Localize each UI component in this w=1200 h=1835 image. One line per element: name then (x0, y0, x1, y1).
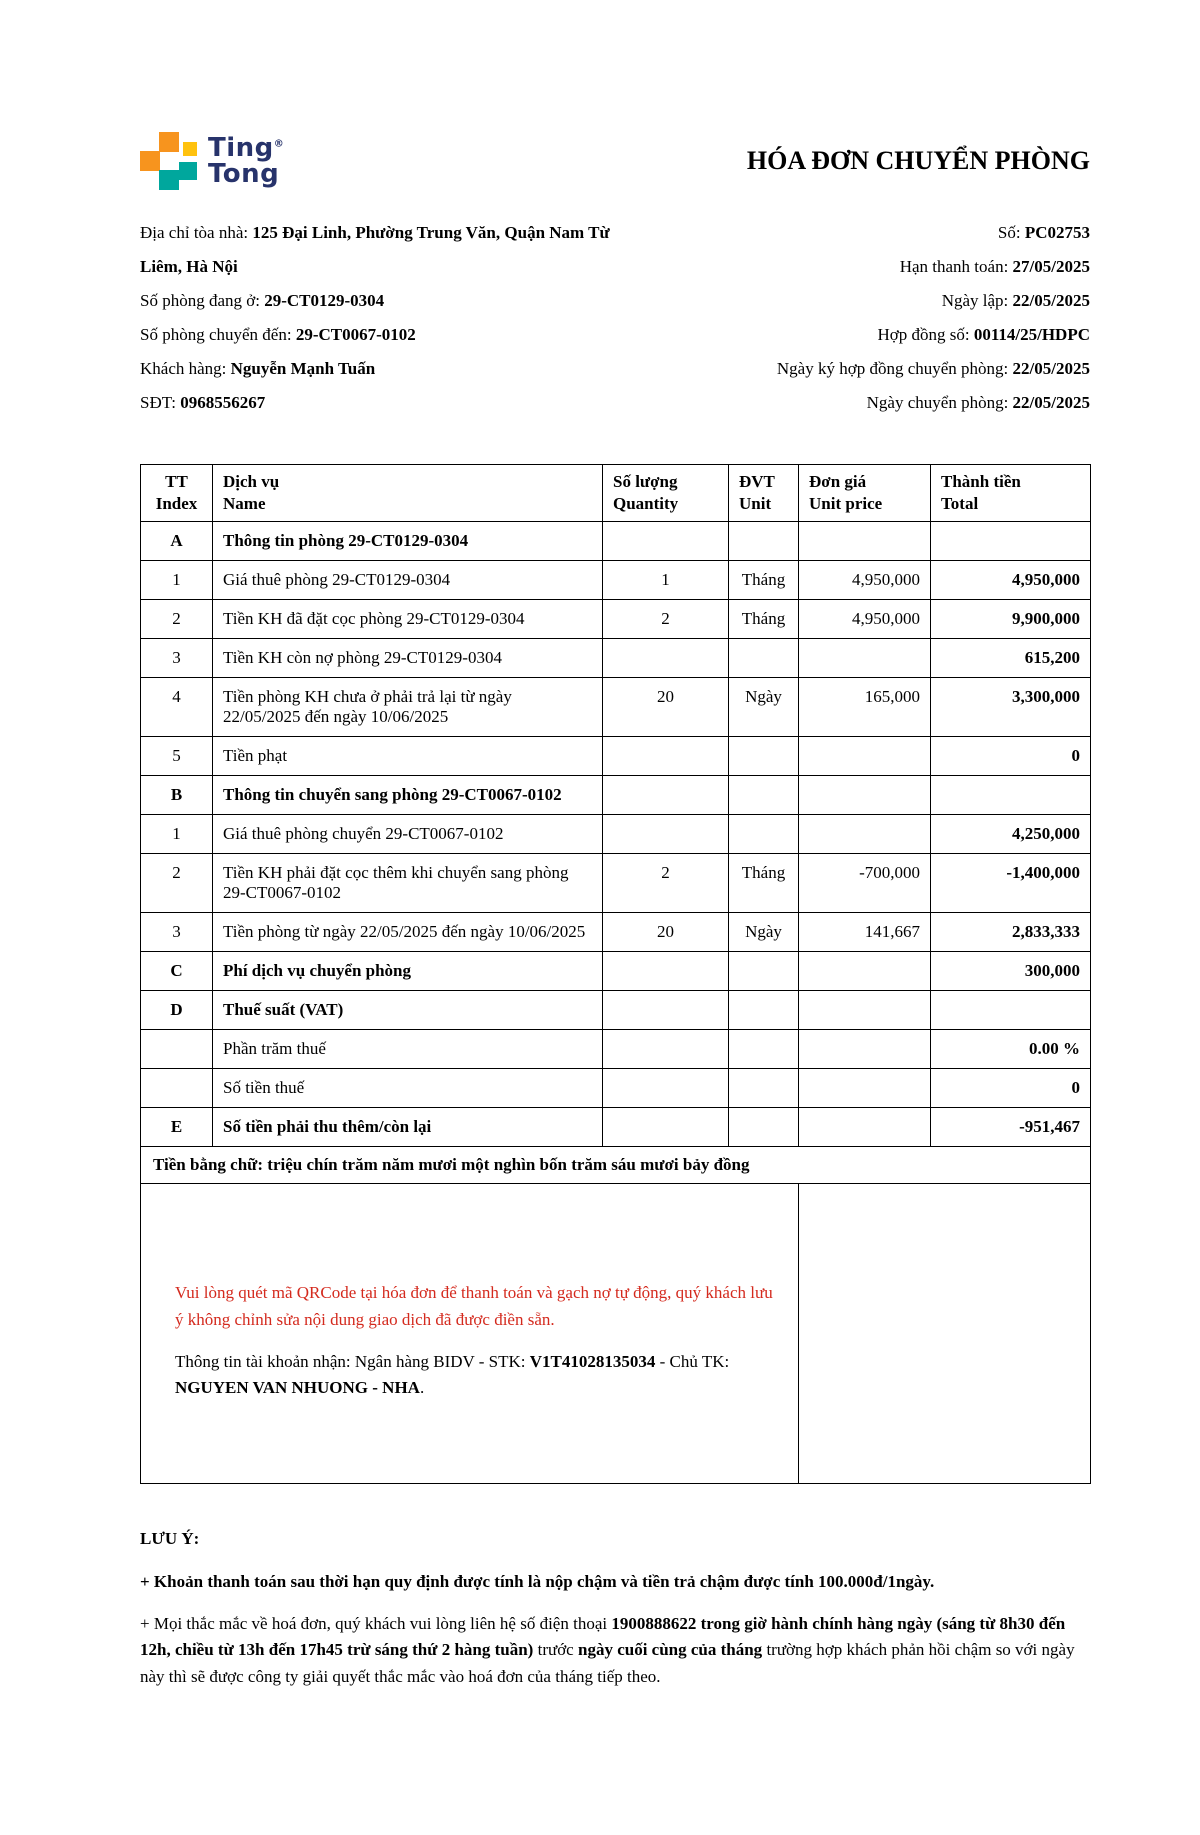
logo-square-teal-right (179, 162, 197, 180)
cell-tt: 2 (141, 600, 213, 639)
account-segment-5: . (419, 1378, 425, 1398)
cell-price (799, 815, 931, 854)
invoice-table-footer (141, 1147, 1091, 1484)
cell-total (931, 522, 1091, 561)
info-left-line-5 (140, 386, 645, 420)
info-left-line-4 (140, 352, 645, 386)
cell-unit (729, 522, 799, 561)
info-left-line-3 (140, 318, 645, 352)
note-contact-segment-1: + Mọi thắc mắc về hoá đơn, quý khách vui lòng liên hệ số điện thoại (140, 1613, 612, 1633)
cell-name: Tiền phòng KH chưa ở phải trả lại từ ngày 22/05/2025 đến ngày 10/06/2025 (213, 678, 603, 737)
account-segment-3: - Chủ TK: (655, 1351, 730, 1371)
cell-tt: 1 (141, 815, 213, 854)
account-info-text (175, 1349, 774, 1402)
qr-warning-text: Vui lòng quét mã QRCode tại hóa đơn để thanh toán và gạch nợ tự động, quý khách lưu ý không chỉnh sửa nội dung giao dịch đã được điền sẵn. (175, 1283, 773, 1329)
cell-total: -1,400,000 (931, 854, 1091, 913)
cell-total: 2,833,333 (931, 913, 1091, 952)
amount-in-words-text: triệu chín trăm năm mươi một nghìn bốn trăm sáu mươi bảy đồng (267, 1155, 750, 1175)
account-segment-2: V1T41028135034 (529, 1351, 656, 1371)
info-left-line-label: Số phòng chuyển đến: (140, 325, 296, 344)
info-left-line-label: Số phòng đang ở: (140, 291, 265, 310)
cell-name: Phí dịch vụ chuyển phòng (213, 952, 603, 991)
cell-qty (603, 815, 729, 854)
cell-qty (603, 522, 729, 561)
cell-qty: 2 (603, 600, 729, 639)
invoice-info (140, 216, 1090, 420)
notes-section (140, 1526, 1090, 1690)
invoice-table (140, 464, 1091, 1484)
account-segment-4: NGUYEN VAN NHUONG - NHA (175, 1378, 420, 1398)
cell-total: 4,250,000 (931, 815, 1091, 854)
info-right-line-label: Ngày ký hợp đồng chuyển phòng: (776, 359, 1013, 378)
cell-unit (729, 991, 799, 1030)
table-row-15 (141, 1108, 1091, 1147)
cell-qty (603, 991, 729, 1030)
cell-total: 615,200 (931, 639, 1091, 678)
cell-price (799, 737, 931, 776)
note-late-payment: + Khoản thanh toán sau thời hạn quy định được tính là nộp chậm và tiền trả chậm được tính 100.000đ/1ngày. (140, 1571, 935, 1591)
cell-qty (603, 1069, 729, 1108)
cell-tt: 2 (141, 854, 213, 913)
cell-unit (729, 737, 799, 776)
cell-name: Số tiền thuế (213, 1069, 603, 1108)
document-header (140, 132, 1090, 190)
cell-unit: Ngày (729, 913, 799, 952)
table-row-2 (141, 561, 1091, 600)
info-right-line-value: PC02753 (1024, 223, 1090, 242)
cell-price (799, 952, 931, 991)
cell-name: Tiền phạt (213, 737, 603, 776)
cell-total: 0 (931, 737, 1091, 776)
cell-price: 4,950,000 (799, 561, 931, 600)
amount-in-words-row (141, 1147, 1091, 1184)
info-right-line-value: 27/05/2025 (1012, 257, 1090, 276)
cell-name: Thuế suất (VAT) (213, 991, 603, 1030)
info-right-line-label: Ngày lập: (941, 291, 1013, 310)
cell-unit: Tháng (729, 561, 799, 600)
cell-qty: 1 (603, 561, 729, 600)
cell-price (799, 1108, 931, 1147)
tingtong-logo (140, 132, 284, 190)
cell-name: Tiền KH đã đặt cọc phòng 29-CT0129-0304 (213, 600, 603, 639)
info-right-line-value: 00114/25/HDPC (973, 325, 1090, 344)
invoice-table-head (141, 465, 1091, 522)
cell-total: -951,467 (931, 1108, 1091, 1147)
cell-tt: A (141, 522, 213, 561)
info-right-line-4 (777, 318, 1090, 352)
cell-tt: 1 (141, 561, 213, 600)
cell-qty (603, 1108, 729, 1147)
cell-price: 165,000 (799, 678, 931, 737)
cell-qty (603, 776, 729, 815)
table-row-12 (141, 991, 1091, 1030)
payment-note-cell (141, 1184, 799, 1484)
info-right-line-value: 22/05/2025 (1012, 291, 1090, 310)
tingtong-logo-text (208, 135, 284, 187)
cell-unit (729, 815, 799, 854)
account-segment-1: Thông tin tài khoản nhận: Ngân hàng BIDV - STK: (175, 1351, 530, 1371)
cell-price (799, 776, 931, 815)
info-right-line-value: 22/05/2025 (1012, 359, 1090, 378)
amount-in-words-cell (141, 1147, 1091, 1184)
table-row-3 (141, 600, 1091, 639)
cell-name: Giá thuê phòng chuyển 29-CT0067-0102 (213, 815, 603, 854)
note-contact-segment-5: trường hợp khách phản hồi chậm so với ngày này thì sẽ được công ty giải quyết thắc mắc vào hoá đơn của tháng tiếp theo. (140, 1640, 1075, 1686)
tingtong-logo-icon (140, 132, 198, 190)
notes-title: LƯU Ý: (140, 1529, 200, 1549)
info-left-line-value: 29-CT0067-0102 (295, 325, 416, 344)
cell-tt: B (141, 776, 213, 815)
registered-mark: ® (273, 138, 285, 150)
cell-price: 4,950,000 (799, 600, 931, 639)
cell-unit (729, 952, 799, 991)
cell-price (799, 1069, 931, 1108)
table-row-8 (141, 815, 1091, 854)
info-right-line-3 (777, 284, 1090, 318)
info-left-line-value: 0968556267 (180, 393, 266, 412)
info-left-line-label: Địa chỉ tòa nhà: (140, 223, 253, 242)
logo-square-teal-bottom (159, 170, 179, 190)
cell-tt (141, 1069, 213, 1108)
info-right-line-label: Hạn thanh toán: (899, 257, 1013, 276)
logo-square-orange-top (159, 132, 179, 152)
info-left-line-value: Nguyễn Mạnh Tuấn (230, 359, 376, 378)
cell-tt (141, 1030, 213, 1069)
cell-name: Tiền KH phải đặt cọc thêm khi chuyển sang phòng 29-CT0067-0102 (213, 854, 603, 913)
cell-total: 0 (931, 1069, 1091, 1108)
table-row-11 (141, 952, 1091, 991)
cell-price (799, 639, 931, 678)
col-header-unit-price: Đơn giá Unit price (799, 465, 931, 522)
col-header-name: Dịch vụ Name (213, 465, 603, 522)
cell-unit (729, 776, 799, 815)
cell-total: 9,900,000 (931, 600, 1091, 639)
cell-unit (729, 639, 799, 678)
table-row-6 (141, 737, 1091, 776)
info-left-column (140, 216, 645, 420)
cell-total (931, 776, 1091, 815)
cell-qty (603, 1030, 729, 1069)
info-right-line-6 (777, 386, 1090, 420)
note-contact-segment-2: 1900888622 trong giờ hành chính hàng ngày (sáng từ 8h30 đến 12h, chiều từ 13h đến 17h45 trừ sáng thứ 2 hàng tuần) (140, 1613, 1066, 1660)
cell-tt: 5 (141, 737, 213, 776)
cell-unit (729, 1108, 799, 1147)
info-right-line-5 (777, 352, 1090, 386)
table-row-14 (141, 1069, 1091, 1108)
logo-square-yellow (183, 142, 197, 156)
cell-total: 0.00 % (931, 1030, 1091, 1069)
cell-unit: Ngày (729, 678, 799, 737)
info-right-line-value: 22/05/2025 (1012, 393, 1090, 412)
header-row (141, 465, 1091, 522)
cell-total: 300,000 (931, 952, 1091, 991)
invoice-table-body (141, 522, 1091, 1147)
cell-name: Tiền KH còn nợ phòng 29-CT0129-0304 (213, 639, 603, 678)
cell-tt: D (141, 991, 213, 1030)
col-header-quantity: Số lượng Quantity (603, 465, 729, 522)
table-row-9 (141, 854, 1091, 913)
table-row-4 (141, 639, 1091, 678)
cell-qty (603, 639, 729, 678)
info-right-line-label: Ngày chuyển phòng: (866, 393, 1013, 412)
info-right-column (777, 216, 1090, 420)
cell-name: Thông tin phòng 29-CT0129-0304 (213, 522, 603, 561)
info-right-line-label: Hợp đồng số: (877, 325, 974, 344)
col-header-unit: ĐVT Unit (729, 465, 799, 522)
cell-tt: 4 (141, 678, 213, 737)
cell-unit (729, 1069, 799, 1108)
cell-qty: 2 (603, 854, 729, 913)
cell-tt: E (141, 1108, 213, 1147)
info-right-line-1 (777, 216, 1090, 250)
col-header-index: TT Index (141, 465, 213, 522)
cell-tt: C (141, 952, 213, 991)
cell-total (931, 991, 1091, 1030)
cell-total: 3,300,000 (931, 678, 1091, 737)
qr-code-cell (799, 1184, 1091, 1484)
logo-square-orange-left (140, 151, 160, 171)
cell-total: 4,950,000 (931, 561, 1091, 600)
cell-unit: Tháng (729, 600, 799, 639)
amount-in-words-label: Tiền bằng chữ: (153, 1155, 264, 1175)
table-row-10 (141, 913, 1091, 952)
cell-name: Tiền phòng từ ngày 22/05/2025 đến ngày 10/06/2025 (213, 913, 603, 952)
cell-tt: 3 (141, 913, 213, 952)
info-left-line-1 (140, 216, 645, 284)
info-left-line-2 (140, 284, 645, 318)
logo-word-tong: Tong (208, 159, 280, 189)
cell-price (799, 522, 931, 561)
cell-qty: 20 (603, 913, 729, 952)
info-right-line-label: Số: (997, 223, 1025, 242)
note-contact (140, 1611, 1090, 1690)
table-row-7 (141, 776, 1091, 815)
cell-qty (603, 737, 729, 776)
cell-qty: 20 (603, 678, 729, 737)
cell-price (799, 1030, 931, 1069)
info-left-line-label: Khách hàng: (140, 359, 231, 378)
invoice-title: HÓA ĐƠN CHUYỂN PHÒNG (746, 146, 1090, 175)
cell-name: Giá thuê phòng 29-CT0129-0304 (213, 561, 603, 600)
cell-price (799, 991, 931, 1030)
info-left-line-value: 125 Đại Linh, Phường Trung Văn, Quận Nam Từ Liêm, Hà Nội (140, 223, 610, 276)
cell-price: 141,667 (799, 913, 931, 952)
cell-unit (729, 1030, 799, 1069)
note-contact-segment-4: ngày cuối cùng của tháng (577, 1640, 763, 1660)
info-right-line-2 (777, 250, 1090, 284)
cell-qty (603, 952, 729, 991)
info-left-line-label: SĐT: (140, 393, 181, 412)
cell-name: Số tiền phải thu thêm/còn lại (213, 1108, 603, 1147)
cell-price: -700,000 (799, 854, 931, 913)
info-left-line-value: 29-CT0129-0304 (264, 291, 385, 310)
cell-name: Thông tin chuyển sang phòng 29-CT0067-0102 (213, 776, 603, 815)
cell-name: Phần trăm thuế (213, 1030, 603, 1069)
cell-unit: Tháng (729, 854, 799, 913)
table-row-13 (141, 1030, 1091, 1069)
table-row-1 (141, 522, 1091, 561)
payment-info-row (141, 1184, 1091, 1484)
note-contact-segment-3: trước (533, 1640, 578, 1660)
cell-tt: 3 (141, 639, 213, 678)
table-row-5 (141, 678, 1091, 737)
logo-word-ting: Ting® (208, 133, 285, 163)
col-header-total: Thành tiền Total (931, 465, 1091, 522)
